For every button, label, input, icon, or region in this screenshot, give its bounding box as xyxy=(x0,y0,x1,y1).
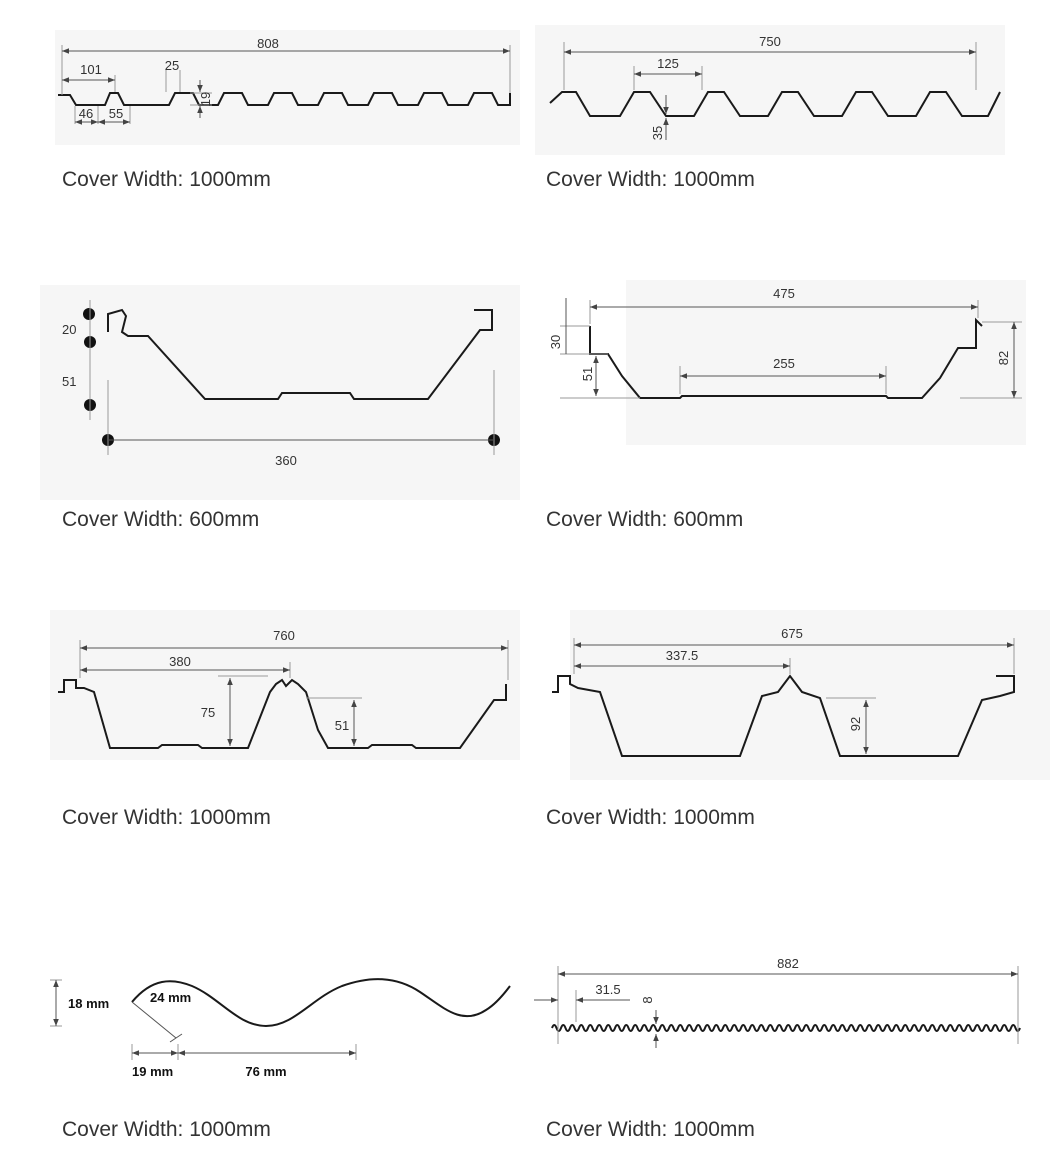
profile-panel-3 xyxy=(0,270,530,540)
cover-width-caption: Cover Width: 1000mm xyxy=(62,806,271,829)
profile-drawing-5 xyxy=(0,600,530,840)
dim-lap-height: 30 xyxy=(548,334,563,350)
dim-radius: 24 mm xyxy=(150,990,192,1005)
dim-height: 51 xyxy=(62,374,77,389)
dim-pitch: 31.5 xyxy=(595,982,621,997)
dim-bottom-rib: 55 xyxy=(108,106,124,121)
profile-panel-7 xyxy=(0,950,530,1175)
dim-pitch: 76 mm xyxy=(245,1064,287,1079)
dim-overall: 760 xyxy=(273,628,295,643)
cover-width-caption: Cover Width: 1000mm xyxy=(546,806,755,829)
dimension-dot xyxy=(83,308,95,320)
cover-width-caption: Cover Width: 1000mm xyxy=(546,168,755,191)
dim-overall: 475 xyxy=(773,286,795,301)
dim-edge-height: 51 xyxy=(334,718,350,733)
cover-width-caption: Cover Width: 600mm xyxy=(62,508,260,531)
dim-lap-height: 20 xyxy=(62,322,77,337)
dim-rib-height: 75 xyxy=(200,705,216,720)
dim-edge-height: 51 xyxy=(580,366,595,382)
dim-offset: 19 mm xyxy=(132,1064,174,1079)
dim-overall: 675 xyxy=(781,626,803,641)
dim-height: 8 xyxy=(640,996,655,1004)
profile-panel-2 xyxy=(530,0,1060,200)
profile-panel-5 xyxy=(0,600,530,840)
dim-top-width: 25 xyxy=(164,58,180,73)
dim-height: 35 xyxy=(650,125,665,141)
profile-panel-1 xyxy=(0,0,530,200)
dim-overall: 808 xyxy=(257,36,279,51)
dim-height: 19 xyxy=(198,91,213,107)
dim-bottom: 46 xyxy=(78,106,94,121)
fine-wave-profile-8 xyxy=(552,1025,1020,1031)
dim-height: 92 xyxy=(848,716,863,732)
dim-pitch: 101 xyxy=(80,62,102,77)
dim-height: 18 mm xyxy=(68,996,110,1011)
profile-panel-6 xyxy=(530,600,1060,840)
profile-drawing-6 xyxy=(530,600,1060,840)
dim-overall: 882 xyxy=(777,956,799,971)
dim-overall: 750 xyxy=(759,34,781,49)
cover-width-caption: Cover Width: 1000mm xyxy=(546,1118,755,1141)
dim-total-height: 82 xyxy=(996,350,1011,366)
dim-width: 360 xyxy=(275,453,297,468)
cover-width-caption: Cover Width: 600mm xyxy=(546,508,744,531)
profile-panel-4 xyxy=(530,270,1060,540)
profile-drawing-3 xyxy=(0,270,530,540)
cover-width-caption: Cover Width: 1000mm xyxy=(62,168,271,191)
profile-drawing-4 xyxy=(530,270,1060,540)
dim-half: 380 xyxy=(169,654,191,669)
dim-pitch: 125 xyxy=(657,56,679,71)
profile-panel-8 xyxy=(530,950,1060,1175)
cover-width-caption: Cover Width: 1000mm xyxy=(62,1118,271,1141)
dim-half: 337.5 xyxy=(665,648,699,663)
dim-pan: 255 xyxy=(773,356,795,371)
